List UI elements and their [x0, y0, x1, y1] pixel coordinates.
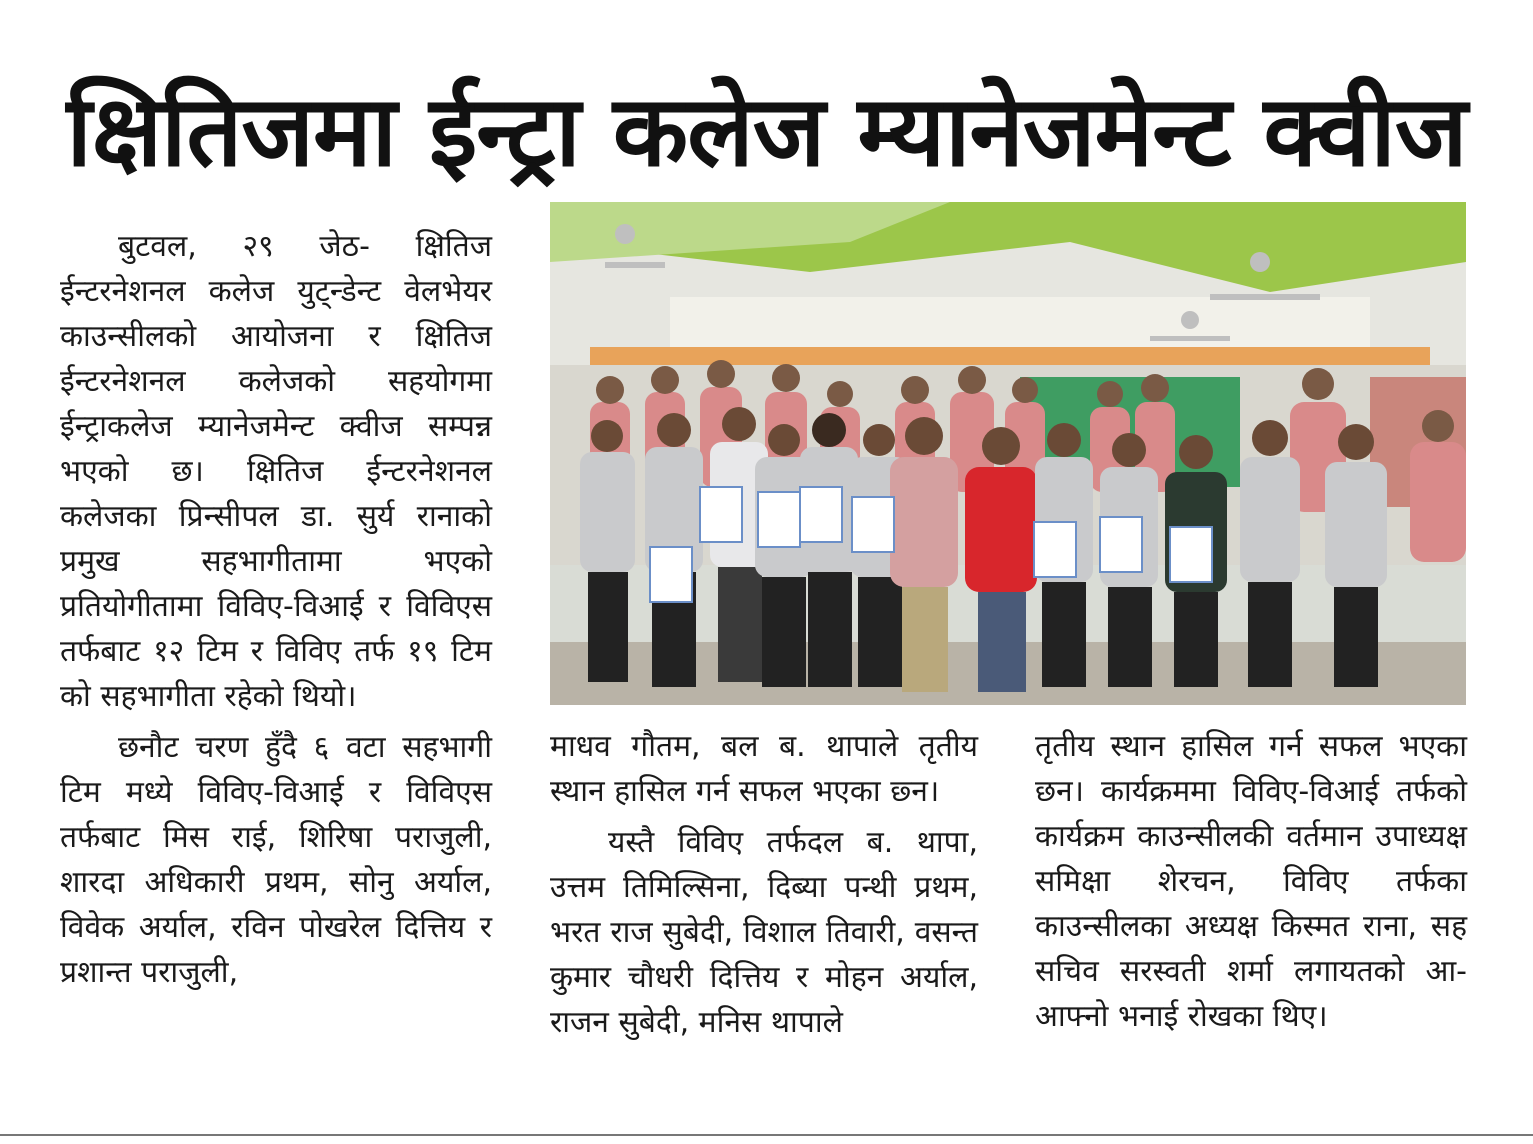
paragraph: बुटवल, २९ जेठ- क्षितिज ईन्टरनेशनल कलेज युट्न्डेन्ट वेलभेयर काउन्सीलको आयोजना र क्षितिज ईन्टरनेशनल कलेजको सहयोगमा ईन्ट्राकलेज म्यानेजमेन्ट क्वीज सम्पन्न भएको छ। क्षितिज ईन्टरनेशनल कलेजका प्रिन्सीपल डा. सुर्य रानाको प्रमुख सहभागीतामा भएको प्रतियोगीतामा विविए-विआई र विविएस तर्फबाट १२ टिम र विविए तर्फ १९ टिम को सहभागीता रहेको थियो।	[60, 229, 492, 714]
paragraph: छनौट चरण हुँदै ६ वटा सहभागी टिम मध्ये विविए-विआई र विविएस तर्फबाट मिस राई, शिरिषा पराजुली, शारदा अधिकारी प्रथम, सोनु अर्याल, विवेक अर्याल, रविन पोखरेल दित्तिय र प्रशान्त पराजुली,	[60, 730, 492, 990]
headline: क्षितिजमा ईन्ट्रा कलेज म्यानेजमेन्ट क्वीज	[66, 75, 1467, 189]
article-column-2	[550, 724, 978, 1051]
paragraph: माधव गौतम, बल ब. थापाले तृतीय स्थान हासिल गर्न सफल भएका छ्न।	[550, 729, 978, 809]
paragraph: यस्तै विविए तर्फदल ब. थापा, उत्तम तिमिल्सिना, दिब्या पन्थी प्रथम, भरत राज सुबेदी, विशाल तिवारी, वसन्त कुमार चौधरी दित्तिय र मोहन अर्याल, राजन सुबेदी, मनिस थापाले	[550, 825, 978, 1040]
paragraph: तृतीय स्थान हासिल गर्न सफल भएका छन। कार्यक्रममा विविए-विआई तर्फको कार्यक्रम काउन्सीलकी वर्तमान उपाध्यक्ष समिक्षा शेरचन, विविए तर्फका काउन्सीलका अध्यक्ष किस्मत राना, सह सचिव सरस्वती शर्मा लगायतको आ-आफ्नो भनाई रोखका थिए।	[1035, 729, 1467, 1034]
group-photo	[550, 202, 1466, 705]
article-column-1	[60, 224, 492, 1001]
page-bottom-rule	[0, 1134, 1533, 1136]
article-column-3	[1035, 724, 1467, 1045]
